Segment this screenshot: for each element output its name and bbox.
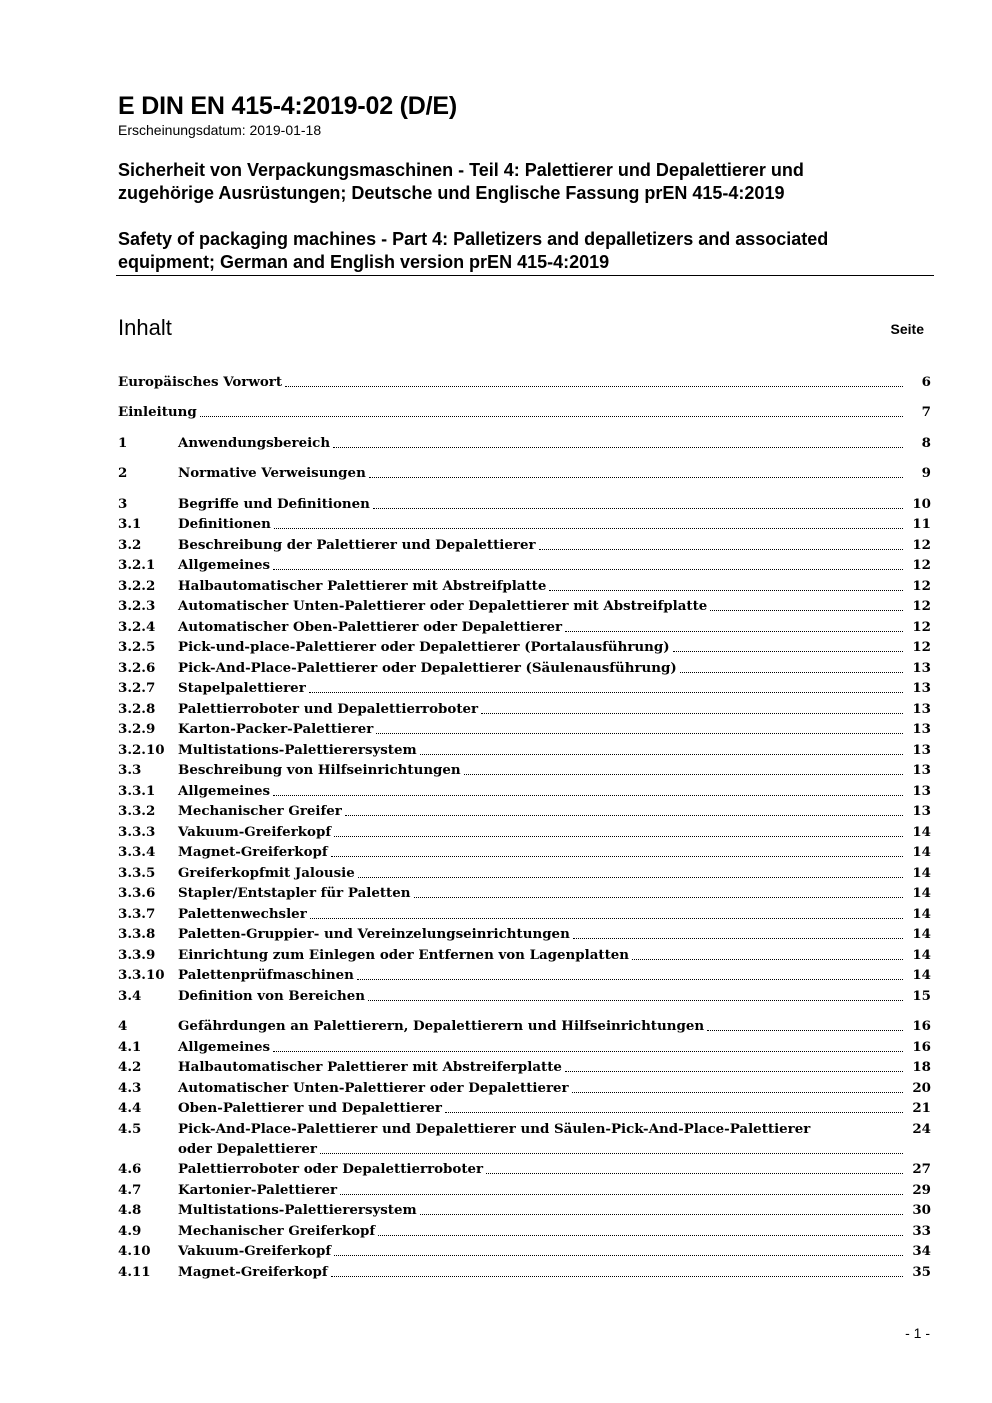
toc-dot-leader <box>420 1200 903 1215</box>
toc-dot-leader <box>200 402 903 417</box>
toc-dot-leader <box>273 555 903 570</box>
toc-entry-number: 3.3.3 <box>118 824 156 840</box>
toc-entry-page: 33 <box>912 1223 931 1239</box>
toc-entry-number: 2 <box>118 465 128 481</box>
toc-entry-page: 10 <box>912 496 931 512</box>
toc-dot-leader <box>273 1037 903 1052</box>
toc-entry-page: 6 <box>921 374 931 390</box>
toc-entry-title: Automatischer Unten-Palettierer oder Depalettierer <box>178 1080 569 1096</box>
toc-dot-leader <box>445 1098 903 1113</box>
toc-entry-number: 3.2.2 <box>118 578 156 594</box>
toc-entry-page: 14 <box>912 926 931 942</box>
toc-entry[interactable] <box>118 1159 931 1179</box>
toc-entry-page: 12 <box>912 557 931 573</box>
toc-entry-page: 13 <box>912 721 931 737</box>
toc-entry[interactable] <box>118 1241 931 1261</box>
toc-dot-leader <box>378 1221 903 1236</box>
toc-entry-title: Oben-Palettierer und Depalettierer <box>178 1100 442 1116</box>
toc-dot-leader <box>680 658 903 673</box>
toc-entry-title: Pick-And-Place-Palettierer und Depalettierer und Säulen-Pick-And-Place-Palettierer <box>178 1121 811 1137</box>
toc-entry[interactable] <box>118 1221 931 1241</box>
toc-dot-leader <box>310 904 903 919</box>
toc-entry-number: 3.2.5 <box>118 639 156 655</box>
title-english <box>118 228 948 274</box>
toc-heading: Inhalt <box>118 315 172 340</box>
toc-entry-page: 13 <box>912 701 931 717</box>
toc-dot-leader <box>376 719 903 734</box>
toc-entry[interactable] <box>118 1057 931 1077</box>
toc-entry[interactable] <box>118 576 931 596</box>
toc-entry-title: Karton-Packer-Palettierer <box>178 721 374 737</box>
toc-dot-leader <box>273 781 903 796</box>
toc-entry-title: Palettierroboter und Depalettierroboter <box>178 701 479 717</box>
toc-entry[interactable] <box>118 402 931 422</box>
toc-entry[interactable] <box>118 678 931 698</box>
toc-entry-page: 14 <box>912 844 931 860</box>
toc-entry-number: 3.3.2 <box>118 803 156 819</box>
toc-entry[interactable] <box>118 760 931 780</box>
toc-entry-number: 3.4 <box>118 988 142 1004</box>
toc-entry-number: 3.2.1 <box>118 557 156 573</box>
toc-entry-number: 3.3.6 <box>118 885 156 901</box>
toc-dot-leader <box>565 617 903 632</box>
toc-entry[interactable] <box>118 658 931 678</box>
toc-entry[interactable] <box>118 924 931 944</box>
toc-entry-title: Gefährdungen an Palettierern, Depalettierern und Hilfseinrichtungen <box>178 1018 705 1034</box>
toc-entry-title: Paletten-Gruppier- und Vereinzelungseinrichtungen <box>178 926 570 942</box>
toc-dot-leader <box>357 965 903 980</box>
toc-dot-leader <box>331 842 903 857</box>
toc-entry[interactable] <box>118 965 931 985</box>
toc-dot-leader <box>632 945 903 960</box>
toc-dot-leader <box>420 740 903 755</box>
toc-entry-page: 12 <box>912 537 931 553</box>
toc-entry[interactable] <box>118 822 931 842</box>
toc-entry[interactable] <box>118 433 931 453</box>
toc-entry-page: 27 <box>912 1161 931 1177</box>
toc-entry-title: Stapelpalettierer <box>178 680 306 696</box>
toc-entry-title-continued: oder Depalettierer <box>178 1141 317 1157</box>
toc-entry-page: 35 <box>912 1264 931 1280</box>
toc-entry-number: 3.2.8 <box>118 701 156 717</box>
toc-entry-number: 3.3 <box>118 762 142 778</box>
toc-entry-number: 4.10 <box>118 1243 151 1259</box>
toc-entry-page: 24 <box>912 1121 931 1137</box>
toc-entry-number: 4.4 <box>118 1100 142 1116</box>
toc-entry-page: 14 <box>912 967 931 983</box>
toc-entry-page: 14 <box>912 824 931 840</box>
toc-entry-number: 3.3.1 <box>118 783 156 799</box>
toc-entry-number: 3.3.7 <box>118 906 156 922</box>
toc-entry-page: 8 <box>921 435 931 451</box>
toc-entry-title: Europäisches Vorwort <box>118 374 283 390</box>
toc-entry-number: 3.2.6 <box>118 660 156 676</box>
toc-dot-leader <box>345 801 903 816</box>
toc-dot-leader <box>486 1159 903 1174</box>
toc-entry-title: Magnet-Greiferkopf <box>178 1264 328 1280</box>
toc-entry-title: Definitionen <box>178 516 271 532</box>
toc-dot-leader <box>368 986 903 1001</box>
toc-dot-leader <box>274 514 903 529</box>
toc-entry-title: Greiferkopfmit Jalousie <box>178 865 355 881</box>
toc-entry[interactable] <box>118 1262 931 1282</box>
toc-entry[interactable] <box>118 1200 931 1220</box>
toc-entry-title: Kartonier-Palettierer <box>178 1182 338 1198</box>
toc-dot-leader <box>464 760 903 775</box>
toc-dot-leader <box>331 1262 903 1277</box>
toc-entry-page: 13 <box>912 742 931 758</box>
toc-entry-number: 3.2.9 <box>118 721 156 737</box>
toc-entry[interactable] <box>118 1180 931 1200</box>
toc-entry-page: 12 <box>912 619 931 635</box>
title-german-line2: zugehörige Ausrüstungen; Deutsche und Englische Fassung prEN 415-4:2019 <box>118 183 785 203</box>
toc-entry-page: 11 <box>912 516 931 532</box>
toc-entry[interactable] <box>118 842 931 862</box>
toc-entry-title: Stapler/Entstapler für Paletten <box>178 885 411 901</box>
page-number: - 1 - <box>905 1325 930 1341</box>
toc-entry-title: Einleitung <box>118 404 197 420</box>
toc-entry-page: 34 <box>912 1243 931 1259</box>
toc-entry[interactable] <box>118 514 931 534</box>
toc-entry-title: Allgemeines <box>178 1039 271 1055</box>
toc-entry-title: Halbautomatischer Palettierer mit Abstreiferplatte <box>178 1059 562 1075</box>
toc-entry-number: 4.5 <box>118 1121 142 1137</box>
toc-entry-title: Palettierroboter oder Depalettierroboter <box>178 1161 484 1177</box>
toc-dot-leader <box>481 699 903 714</box>
toc-entry[interactable] <box>118 904 931 924</box>
toc-entry-number: 3.2.7 <box>118 680 156 696</box>
toc-entry[interactable] <box>118 637 931 657</box>
toc-entry-page: 14 <box>912 947 931 963</box>
toc-entry-number: 4.1 <box>118 1039 142 1055</box>
toc-entry-number: 3.1 <box>118 516 142 532</box>
toc-entry-title: Allgemeines <box>178 783 271 799</box>
toc-entry[interactable] <box>118 1098 931 1118</box>
toc-entry-page: 13 <box>912 660 931 676</box>
toc-entry-number: 4.11 <box>118 1264 151 1280</box>
toc-entry-page: 13 <box>912 803 931 819</box>
toc-entry-page: 20 <box>912 1080 931 1096</box>
toc-entry-number: 4 <box>118 1018 128 1034</box>
toc-entry[interactable] <box>118 1016 931 1036</box>
toc-dot-leader <box>572 1078 903 1093</box>
toc-entry-page: 30 <box>912 1202 931 1218</box>
toc-dot-leader <box>334 1241 903 1256</box>
toc-entry-number: 3.3.8 <box>118 926 156 942</box>
toc-entry-title: Vakuum-Greiferkopf <box>178 1243 332 1259</box>
toc-dot-leader <box>285 372 903 387</box>
toc-dot-leader <box>673 637 903 652</box>
toc-entry[interactable] <box>118 617 931 637</box>
toc-entry[interactable] <box>118 863 931 883</box>
toc-entry-number: 3.2.4 <box>118 619 156 635</box>
toc-dot-leader <box>373 494 903 509</box>
toc-entry[interactable] <box>118 986 931 1006</box>
toc-entry[interactable] <box>118 463 931 483</box>
toc-dot-leader <box>320 1139 903 1154</box>
toc-entry-number: 3.2 <box>118 537 142 553</box>
toc-dot-leader <box>565 1057 903 1072</box>
toc-entry-number: 4.7 <box>118 1182 142 1198</box>
toc-entry[interactable] <box>118 781 931 801</box>
toc-entry-page: 13 <box>912 783 931 799</box>
toc-entry-title: Palettenwechsler <box>178 906 307 922</box>
toc-entry[interactable] <box>118 494 931 514</box>
toc-entry-title: Mechanischer Greifer <box>178 803 342 819</box>
toc-entry[interactable] <box>118 699 931 719</box>
toc-entry-number: 3.3.10 <box>118 967 165 983</box>
toc-entry-page: 29 <box>912 1182 931 1198</box>
toc-entry-page: 16 <box>912 1018 931 1034</box>
document-id: E DIN EN 415-4:2019-02 (D/E) <box>118 92 457 120</box>
toc-entry-title: Multistations-Palettierersystem <box>178 742 417 758</box>
toc-dot-leader <box>707 1016 903 1031</box>
toc-entry-title: Beschreibung der Palettierer und Depalettierer <box>178 537 536 553</box>
toc-entry-number: 4.2 <box>118 1059 142 1075</box>
toc-entry-title: Multistations-Palettierersystem <box>178 1202 417 1218</box>
title-english-line1: Safety of packaging machines - Part 4: Palletizers and depalletizers and associated <box>118 229 829 249</box>
toc-entry-title: Pick-And-Place-Palettierer oder Depalettierer (Säulenausführung) <box>178 660 677 676</box>
toc-dot-leader <box>710 596 903 611</box>
toc-entry-page: 15 <box>912 988 931 1004</box>
toc-entry[interactable] <box>118 801 931 821</box>
publication-date: Erscheinungsdatum: 2019-01-18 <box>118 122 322 138</box>
toc-entry-title: Pick-und-place-Palettierer oder Depalettierer (Portalausführung) <box>178 639 670 655</box>
toc-dot-leader <box>369 463 903 478</box>
toc-entry-number: 3.2.10 <box>118 742 165 758</box>
toc-entry[interactable] <box>118 945 931 965</box>
toc-entry-title: Vakuum-Greiferkopf <box>178 824 332 840</box>
title-german <box>118 159 948 205</box>
toc-entry-page: 14 <box>912 885 931 901</box>
toc-entry-page: 12 <box>912 598 931 614</box>
toc-entry-number: 3.2.3 <box>118 598 156 614</box>
toc-entry-number: 1 <box>118 435 128 451</box>
toc-entry-number: 3.3.4 <box>118 844 156 860</box>
toc-entry-title: Anwendungsbereich <box>178 435 331 451</box>
toc-entry-page: 12 <box>912 578 931 594</box>
toc-entry[interactable] <box>118 596 931 616</box>
toc-entry-number: 4.6 <box>118 1161 142 1177</box>
toc-entry-page: 13 <box>912 680 931 696</box>
toc-dot-leader <box>340 1180 903 1195</box>
toc-entry-page: 18 <box>912 1059 931 1075</box>
toc-entry-title: Allgemeines <box>178 557 271 573</box>
toc-entry[interactable] <box>118 1119 931 1159</box>
toc-entry-title: Normative Verweisungen <box>178 465 366 481</box>
toc-entry-page: 12 <box>912 639 931 655</box>
toc-entry-page: 9 <box>921 465 931 481</box>
toc-entry-title: Halbautomatischer Palettierer mit Abstreifplatte <box>178 578 547 594</box>
toc-entry-title: Palettenprüfmaschinen <box>178 967 354 983</box>
toc-entry-title: Magnet-Greiferkopf <box>178 844 328 860</box>
toc-dot-leader <box>333 433 903 448</box>
toc-entry-page: 14 <box>912 906 931 922</box>
toc-entry[interactable] <box>118 535 931 555</box>
toc-entry-number: 3 <box>118 496 128 512</box>
toc-dot-leader <box>309 678 903 693</box>
toc-entry-title: Begriffe und Definitionen <box>178 496 370 512</box>
toc-entry-title: Beschreibung von Hilfseinrichtungen <box>178 762 461 778</box>
toc-entry-number: 3.3.9 <box>118 947 156 963</box>
toc-entry[interactable] <box>118 1078 931 1098</box>
toc-entry[interactable] <box>118 555 931 575</box>
toc-entry[interactable] <box>118 883 931 903</box>
toc-entry[interactable] <box>118 372 931 392</box>
toc-entry-title: Mechanischer Greiferkopf <box>178 1223 376 1239</box>
title-english-line2: equipment; German and English version prEN 415-4:2019 <box>118 252 610 272</box>
toc-entry-page: 14 <box>912 865 931 881</box>
toc-entry-page: 7 <box>921 404 931 420</box>
toc-entry[interactable] <box>118 1037 931 1057</box>
toc-dot-leader <box>539 535 903 550</box>
toc-dot-leader <box>334 822 903 837</box>
toc-entry[interactable] <box>118 719 931 739</box>
toc-dot-leader <box>358 863 903 878</box>
toc-entry-title: Automatischer Oben-Palettierer oder Depalettierer <box>178 619 563 635</box>
toc-dot-leader <box>549 576 903 591</box>
toc-dot-leader <box>414 883 904 898</box>
toc-entry-number: 4.8 <box>118 1202 142 1218</box>
toc-entry-title: Automatischer Unten-Palettierer oder Depalettierer mit Abstreifplatte <box>178 598 708 614</box>
toc-dot-leader <box>573 924 903 939</box>
toc-entry-page: 13 <box>912 762 931 778</box>
header-divider <box>116 275 934 276</box>
toc-entry-title: Definition von Bereichen <box>178 988 366 1004</box>
toc-entry-number: 3.3.5 <box>118 865 156 881</box>
toc-entry-number: 4.9 <box>118 1223 142 1239</box>
toc-entry-page: 16 <box>912 1039 931 1055</box>
toc-entry-page: 21 <box>912 1100 931 1116</box>
toc-entry[interactable] <box>118 740 931 760</box>
toc-entry-title: Einrichtung zum Einlegen oder Entfernen von Lagenplatten <box>178 947 630 963</box>
toc-entry-number: 4.3 <box>118 1080 142 1096</box>
toc-page-label: Seite <box>890 321 924 337</box>
title-german-line1: Sicherheit von Verpackungsmaschinen - Teil 4: Palettierer und Depalettierer und <box>118 160 804 180</box>
